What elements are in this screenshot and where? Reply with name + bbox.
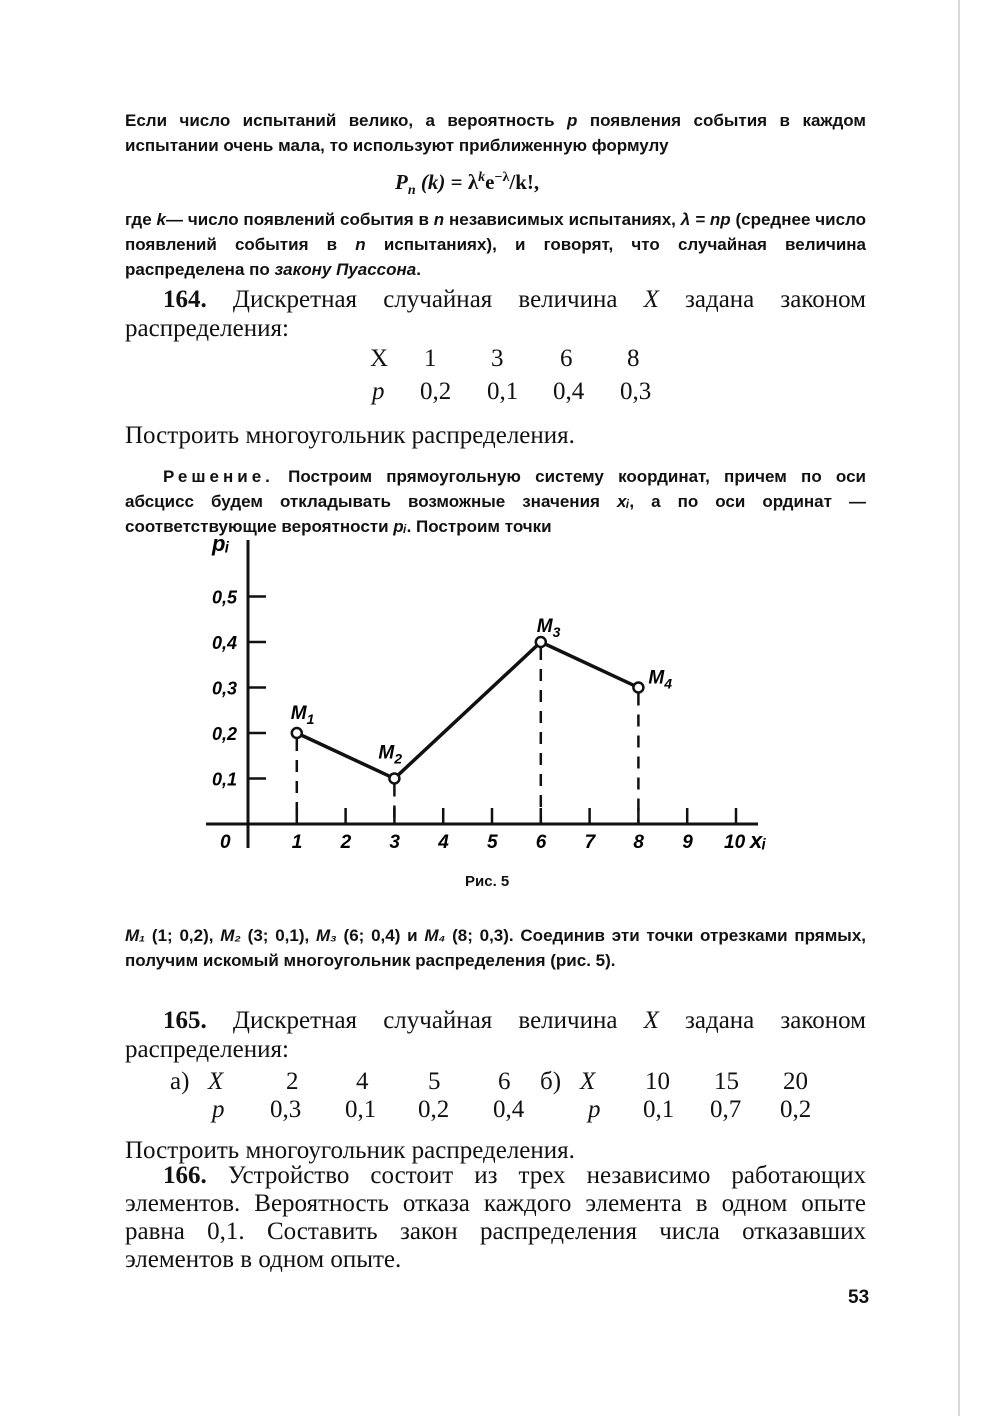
table-165b-p-3: 0,2 bbox=[780, 1096, 812, 1123]
poisson-formula bbox=[395, 170, 539, 199]
table-165a-x-4: 6 bbox=[498, 1068, 511, 1095]
solution-text-3: . Построим точки bbox=[406, 517, 552, 536]
y-tick-label-3: 0,3 bbox=[212, 678, 238, 699]
x-tick-label-5: 5 bbox=[487, 832, 498, 853]
page-edge bbox=[958, 0, 960, 1416]
intro-paragraph bbox=[125, 108, 866, 158]
point-label-m2: $M_2$ bbox=[378, 742, 403, 767]
problem-164-number: 164. bbox=[163, 286, 207, 313]
intro-var-p: p bbox=[567, 111, 578, 130]
table-164-p-4: 0,3 bbox=[620, 378, 652, 405]
point-m3-name: M₃ bbox=[316, 926, 337, 945]
solution-paragraph bbox=[125, 464, 866, 539]
where-paragraph bbox=[125, 207, 866, 282]
intro-text: Если число испытаний велико, а вероятность bbox=[125, 111, 568, 130]
table-164-x-2: 3 bbox=[491, 345, 504, 372]
point-m2-coords: (3; 0,1), bbox=[240, 926, 316, 945]
problem-165-text-2: задана законом распределения: bbox=[125, 1007, 866, 1063]
solution-text-1: Построим прямоугольную систему координат, причем по оси абсцисс будем откладывать возможные значения bbox=[125, 467, 866, 511]
point-m4-coords: (8; 0,3). Соединив эти точки отрезками прямых, получим искомый многоугольник распределения (рис. 5). bbox=[125, 926, 867, 970]
table-165b-p-2: 0,7 bbox=[710, 1096, 742, 1123]
table-165a-p-1: 0,3 bbox=[270, 1096, 302, 1123]
problem-164-x: X bbox=[643, 286, 659, 313]
table-165a-p-2: 0,1 bbox=[345, 1096, 377, 1123]
y-axis-label: pᵢ bbox=[212, 531, 230, 556]
table-164-x-1: 1 bbox=[424, 345, 437, 372]
table-165b-x-2: 15 bbox=[714, 1068, 739, 1095]
point-label-m1: $M_1$ bbox=[290, 703, 315, 727]
where-n2: n bbox=[355, 235, 366, 254]
point-m1 bbox=[292, 728, 302, 738]
points-paragraph bbox=[125, 923, 866, 973]
where-text-4: (среднее число появлений события в bbox=[125, 210, 866, 254]
y-tick-label-2: 0,2 bbox=[212, 724, 238, 744]
table-164-p-1: 0,2 bbox=[420, 378, 452, 405]
x-axis-label: xᵢ bbox=[750, 828, 766, 853]
solution-xi: xᵢ bbox=[616, 492, 630, 511]
problem-164-text-1: Дискретная случайная величина bbox=[206, 286, 644, 313]
x-tick-label-2: 2 bbox=[340, 832, 352, 853]
where-text-6: . bbox=[416, 260, 421, 279]
problem-165-x: X bbox=[643, 1007, 659, 1034]
x-tick-label-1: 1 bbox=[291, 832, 303, 853]
table-165a-p-4: 0,4 bbox=[493, 1096, 525, 1123]
point-label-m3: $M_3$ bbox=[536, 616, 561, 640]
point-m3 bbox=[536, 637, 546, 647]
y-tick-label-5: 0,5 bbox=[212, 587, 238, 608]
table-165b-p-header: p bbox=[588, 1096, 601, 1123]
table-165a-p-3: 0,2 bbox=[418, 1096, 450, 1123]
page-number: 53 bbox=[848, 1287, 870, 1308]
table-164-p-header: p bbox=[372, 378, 385, 405]
table-165a-x-1: 2 bbox=[286, 1068, 299, 1095]
point-m2 bbox=[389, 774, 399, 784]
y-tick-label-4: 0,4 bbox=[212, 633, 238, 653]
solution-pi: pᵢ bbox=[393, 517, 407, 536]
where-k: k bbox=[156, 210, 166, 229]
figure-axes bbox=[206, 540, 758, 848]
problem-166 bbox=[125, 1162, 866, 1274]
where-lambda: λ = np bbox=[680, 210, 731, 229]
distribution-polygon-line bbox=[297, 642, 639, 779]
problem-164-text-2: задана законом распределения: bbox=[125, 286, 866, 342]
formula-n: n bbox=[407, 183, 416, 199]
formula-k-exp: k bbox=[478, 170, 486, 185]
x-tick-label-3: 3 bbox=[389, 832, 400, 853]
point-label-m4: $M_4$ bbox=[648, 667, 673, 692]
figure-caption: Рис. 5 bbox=[465, 873, 510, 890]
table-165a-x-3: 5 bbox=[428, 1068, 441, 1095]
table-164-x-header: X bbox=[370, 345, 389, 372]
problem-166-text: Устройство состоит из трех независимо работающих элементов. Вероятность отказа каждого элемента в одном опыте равна 0,1. Составить закон распределения числа отказавших элементов в одном опыте. bbox=[125, 1162, 866, 1273]
y-tick-label-1: 0,1 bbox=[212, 769, 238, 790]
where-text-2: — число появлений события в bbox=[166, 210, 434, 229]
problem-166-number: 166. bbox=[163, 1162, 207, 1189]
problem-165-text-1: Дискретная случайная величина bbox=[206, 1007, 644, 1034]
table-165a-p-header: p bbox=[212, 1096, 225, 1123]
table-165b-x-3: 20 bbox=[783, 1068, 808, 1095]
formula-exp: −λ bbox=[494, 170, 510, 185]
table-165a-x-header: X bbox=[208, 1068, 224, 1095]
origin-label: 0 bbox=[220, 832, 231, 853]
x-tick-label-8: 8 bbox=[633, 832, 644, 853]
x-tick-label-4: 4 bbox=[438, 832, 449, 853]
problem-165 bbox=[125, 1006, 866, 1064]
point-m4-name: M₄ bbox=[424, 926, 446, 945]
x-tick-label-9: 9 bbox=[682, 832, 693, 853]
poisson-law-term: закону Пуассона bbox=[274, 260, 417, 279]
point-m2-name: M₂ bbox=[220, 926, 241, 945]
formula-k: (k) bbox=[420, 170, 446, 194]
point-m3-coords: (6; 0,4) и bbox=[336, 926, 425, 945]
table-165b-x-1: 10 bbox=[645, 1068, 670, 1095]
table-164-x-3: 6 bbox=[560, 345, 573, 372]
table-164-p-3: 0,4 bbox=[553, 378, 585, 405]
point-m1-name: M₁ bbox=[125, 926, 146, 945]
point-m1-coords: (1; 0,2), bbox=[145, 926, 221, 945]
table-165a-label: а) bbox=[170, 1068, 190, 1095]
formula-e: e bbox=[485, 170, 495, 194]
point-m4 bbox=[633, 683, 643, 693]
problem-164 bbox=[125, 285, 866, 343]
where-n: n bbox=[433, 210, 445, 229]
solution-label: Решение. bbox=[163, 467, 274, 486]
table-164-p-2: 0,1 bbox=[487, 378, 519, 405]
where-text-1: где bbox=[125, 210, 157, 229]
table-165b-x-header: X bbox=[580, 1068, 596, 1095]
table-165b-p-1: 0,1 bbox=[643, 1096, 675, 1123]
where-text-3: независимых испытаниях, bbox=[444, 210, 681, 229]
problem-164-task: Построить многоугольник распределения. bbox=[125, 422, 575, 449]
x-tick-label-7: 7 bbox=[584, 832, 596, 853]
x-tick-label-10: 10 bbox=[724, 832, 746, 853]
formula-p: P bbox=[395, 170, 408, 194]
intro-text-2: появления события в каждом испытании очень мала, то используют приближенную формулу bbox=[125, 111, 866, 155]
table-165a-x-2: 4 bbox=[356, 1068, 369, 1095]
formula-eq: = λ bbox=[445, 170, 479, 194]
formula-tail: /k!, bbox=[509, 170, 540, 194]
where-text-5: испытаниях), и говорят, что случайная величина распределена по bbox=[125, 235, 866, 279]
table-165b-label: б) bbox=[540, 1068, 562, 1095]
problem-165-number: 165. bbox=[163, 1007, 207, 1034]
solution-text-2: , а по оси ординат — соответствующие вероятности bbox=[125, 492, 866, 536]
x-tick-label-6: 6 bbox=[535, 832, 547, 853]
table-164-x-4: 8 bbox=[627, 345, 640, 372]
problem-165-task: Построить многоугольник распределения. bbox=[125, 1137, 575, 1164]
